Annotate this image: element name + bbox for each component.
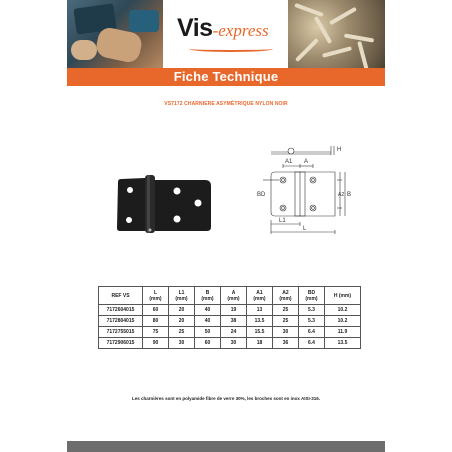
label-A1: A1 bbox=[285, 159, 293, 165]
table-cell: 90 bbox=[143, 338, 169, 349]
table-cell: 15.5 bbox=[247, 327, 273, 338]
specifications-table bbox=[98, 286, 361, 349]
table-cell: 5.3 bbox=[299, 305, 325, 316]
label-A: A bbox=[304, 159, 309, 165]
table-cell: 30 bbox=[221, 338, 247, 349]
table-cell: 5.3 bbox=[299, 316, 325, 327]
table-cell: 7172906015 bbox=[99, 338, 143, 349]
header-cell: A1 (mm) bbox=[247, 287, 273, 305]
table-cell: 19 bbox=[221, 305, 247, 316]
header-photo-tools bbox=[67, 0, 163, 68]
material-footnote: Les charnières sont en polyamide fibre de verre 30%, les broches sont en inox AISI-316. bbox=[132, 396, 320, 401]
header-cell: L1 (mm) bbox=[169, 287, 195, 305]
header-cell: H (mm) bbox=[325, 287, 361, 305]
technical-sheet-page bbox=[67, 0, 385, 452]
table-cell: 80 bbox=[143, 316, 169, 327]
table-cell: 30 bbox=[169, 338, 195, 349]
header-cell: REF VS bbox=[99, 287, 143, 305]
header-banner bbox=[67, 0, 385, 68]
label-L: L bbox=[303, 226, 307, 232]
table-cell: 6.4 bbox=[299, 338, 325, 349]
table-cell: 13 bbox=[247, 305, 273, 316]
table-cell: 40 bbox=[195, 316, 221, 327]
table-cell: 36 bbox=[273, 338, 299, 349]
header-photo-screws bbox=[288, 0, 385, 68]
table-row bbox=[99, 338, 361, 349]
hinge-technical-drawing bbox=[239, 140, 359, 240]
header-cell: A2 (mm) bbox=[273, 287, 299, 305]
table-cell: 50 bbox=[195, 327, 221, 338]
table-header-row bbox=[99, 287, 361, 305]
table-cell: 10.2 bbox=[325, 305, 361, 316]
table-row bbox=[99, 327, 361, 338]
table-cell: 7172804015 bbox=[99, 316, 143, 327]
table-cell: 13.5 bbox=[325, 338, 361, 349]
table-cell: 25 bbox=[273, 316, 299, 327]
table-cell: 11.9 bbox=[325, 327, 361, 338]
logo-swoosh-icon bbox=[189, 46, 273, 52]
table-cell: 60 bbox=[143, 305, 169, 316]
table-cell: 13.5 bbox=[247, 316, 273, 327]
table-row bbox=[99, 305, 361, 316]
label-BD: BD bbox=[257, 192, 266, 198]
table-cell: 30 bbox=[273, 327, 299, 338]
table-cell: 60 bbox=[195, 338, 221, 349]
label-A2: A2 bbox=[338, 192, 345, 198]
table-cell: 25 bbox=[273, 305, 299, 316]
title-bar bbox=[67, 68, 385, 86]
label-H: H bbox=[337, 147, 342, 153]
table-cell: 75 bbox=[143, 327, 169, 338]
table-cell: 7172604015 bbox=[99, 305, 143, 316]
footer-bar bbox=[67, 441, 385, 452]
header-cell: BD (mm) bbox=[299, 287, 325, 305]
header-cell: A (mm) bbox=[221, 287, 247, 305]
table-cell: 20 bbox=[169, 316, 195, 327]
table-cell: 10.2 bbox=[325, 316, 361, 327]
hinge-product-image bbox=[115, 173, 215, 235]
table-cell: 38 bbox=[221, 316, 247, 327]
product-title: VS7172 CHARNIERE ASYMÉTRIQUE NYLON NOIR bbox=[164, 101, 288, 107]
table-cell: 40 bbox=[195, 305, 221, 316]
table-cell: 7172755015 bbox=[99, 327, 143, 338]
logo-express-text: -express bbox=[212, 21, 269, 40]
table-cell: 20 bbox=[169, 305, 195, 316]
label-L1: L1 bbox=[279, 218, 286, 224]
table-cell: 6.4 bbox=[299, 327, 325, 338]
table-cell: 25 bbox=[169, 327, 195, 338]
page-title: Fiche Technique bbox=[173, 69, 279, 84]
header-cell: L (mm) bbox=[143, 287, 169, 305]
table-cell: 18 bbox=[247, 338, 273, 349]
table-cell: 24 bbox=[221, 327, 247, 338]
brand-logo bbox=[163, 0, 288, 68]
logo-vis-text: Vis bbox=[177, 14, 213, 42]
table-row bbox=[99, 316, 361, 327]
label-B: B bbox=[347, 192, 352, 198]
header-cell: B (mm) bbox=[195, 287, 221, 305]
